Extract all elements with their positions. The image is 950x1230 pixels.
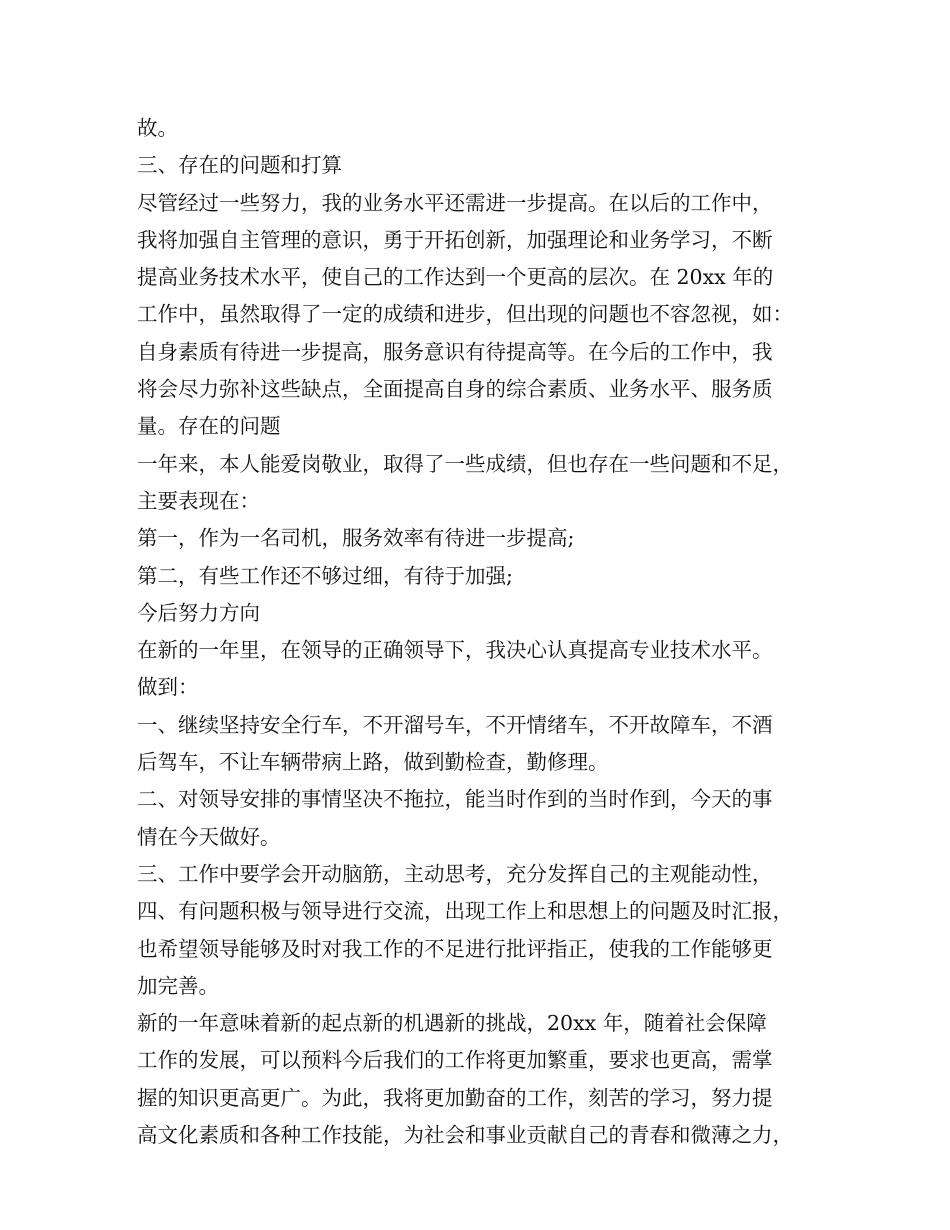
text-line: 新的一年意味着新的起点新的机遇新的挑战，20xx 年，随着社会保障 <box>137 1011 767 1036</box>
text-line: 故。 <box>137 116 178 140</box>
text-line: 将会尽力弥补这些缺点，全面提高自身的综合素质、业务水平、服务质 <box>137 377 773 402</box>
text-line: 在新的一年里，在领导的正确领导下，我决心认真提高专业技术水平。 <box>137 638 773 663</box>
text-line: 也希望领导能够及时对我工作的不足进行批评指正，使我的工作能够更 <box>137 936 773 961</box>
section-heading: 今后努力方向 <box>137 600 260 625</box>
text-line: 工作的发展，可以预料今后我们的工作将更加繁重，要求也更高，需掌 <box>137 1048 773 1073</box>
text-line: 情在今天做好。 <box>137 824 281 849</box>
list-item: 第一，作为一名司机，服务效率有待进一步提高; <box>137 526 575 551</box>
document-body <box>137 110 827 1154</box>
text-line: 我将加强自主管理的意识，勇于开拓创新，加强理论和业务学习，不断 <box>137 227 773 252</box>
list-item: 二、对领导安排的事情坚决不拖拉，能当时作到的当时作到，今天的事 <box>137 787 773 812</box>
list-item: 三、工作中要学会开动脑筋，主动思考，充分发挥自己的主观能动性， <box>137 861 773 886</box>
text-line: 量。存在的问题 <box>137 414 281 439</box>
text-line: 高文化素质和各种工作技能，为社会和事业贡献自己的青春和微薄之力， <box>137 1123 793 1148</box>
text-line: 做到： <box>137 675 199 700</box>
text-line: 一年来，本人能爱岗敬业，取得了一些成绩，但也存在一些问题和不足， <box>137 451 793 476</box>
list-item: 一、继续坚持安全行车，不开溜号车，不开情绪车，不开故障车，不酒 <box>137 712 773 737</box>
text-line: 握的知识更高更广。为此，我将更加勤奋的工作，刻苦的学习，努力提 <box>137 1085 773 1110</box>
list-item: 第二，有些工作还不够过细，有待于加强; <box>137 563 513 588</box>
text-line: 尽管经过一些努力，我的业务水平还需进一步提高。在以后的工作中， <box>137 190 773 215</box>
text-line: 自身素质有待进一步提高，服务意识有待提高等。在今后的工作中，我 <box>137 339 773 364</box>
text-line: 后驾车，不让车辆带病上路，做到勤检查，勤修理。 <box>137 750 609 775</box>
text-line: 提高业务技术水平，使自己的工作达到一个更高的层次。在 20xx 年的 <box>137 265 774 290</box>
text-line: 主要表现在： <box>137 488 260 513</box>
text-line: 工作中，虽然取得了一定的成绩和进步，但出现的问题也不容忽视，如： <box>137 302 793 327</box>
section-heading: 三、存在的问题和打算 <box>137 153 342 178</box>
text-line: 加完善。 <box>137 973 219 998</box>
list-item: 四、有问题积极与领导进行交流，出现工作上和思想上的问题及时汇报， <box>137 899 793 924</box>
